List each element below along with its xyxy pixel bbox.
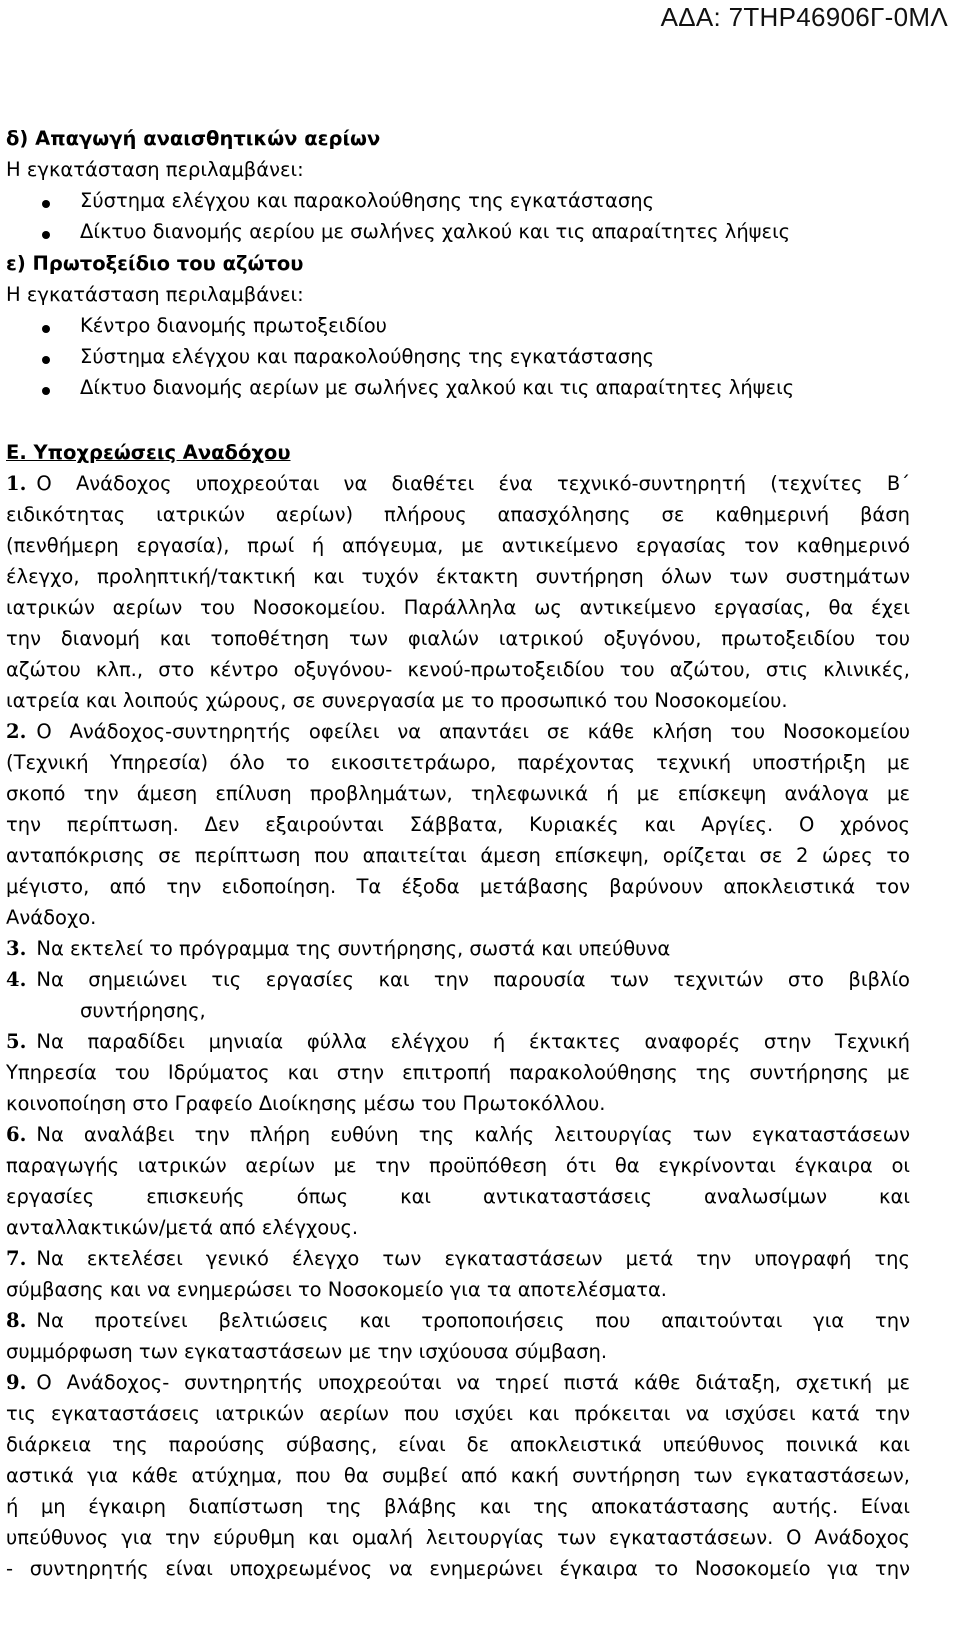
- section-e-title: ε) Πρωτοξείδιο του αζώτου: [6, 252, 304, 275]
- line-text: αστικά για κάθε ατύχημα, που θα συμβεί από κακή συντήρηση των εγκαταστάσεων,: [6, 1464, 910, 1487]
- section-d-intro: Η εγκατάσταση περιλαμβάνει:: [6, 158, 304, 181]
- numbered-paragraph-line: [6, 717, 910, 747]
- line-text: (πενθήμερη εργασία), πρωί ή απόγευμα, με αντικείμενο εργασίας τον καθημερινό: [6, 534, 910, 557]
- line-text: μέγιστο, από την ειδοποίηση. Τα έξοδα μετάβασης βαρύνουν αποκλειστικά τον: [6, 875, 910, 898]
- line-text: ιατρεία και λοιπούς χώρους, σε συνεργασία με το προσωπικό του Νοσοκομείου.: [6, 689, 788, 712]
- paragraph-line: [6, 500, 910, 530]
- obligations-title: Ε. Υποχρεώσεις Αναδόχου: [6, 441, 291, 464]
- line-text: σκοπό την άμεση επίλυση προβλημάτων, τηλεφωνικά ή με επίσκεψη ανάλογα με: [6, 782, 910, 805]
- section-d-item: Σύστημα ελέγχου και παρακολούθησης της εγκατάστασης: [80, 189, 655, 212]
- numbered-paragraph-line: [6, 469, 910, 499]
- paragraph-line: [6, 1058, 910, 1088]
- line-text: Υπηρεσία του Ιδρύματος και στην επιτροπή παρακολούθησης της συντήρησης με: [6, 1061, 910, 1084]
- paragraph-line: [6, 1430, 910, 1460]
- line-text: την περίπτωση. Δεν εξαιρούνται Σάββατα, Κυριακές και Αργίες. Ο χρόνος: [6, 813, 910, 836]
- item-number: 9.: [6, 1371, 27, 1394]
- bullet-icon: [42, 231, 50, 239]
- numbered-paragraph-line: [6, 1027, 910, 1057]
- paragraph-line: [6, 748, 910, 778]
- paragraph-line: [6, 1151, 910, 1181]
- item-number: 1.: [6, 472, 27, 495]
- section-e-intro: Η εγκατάσταση περιλαμβάνει:: [6, 283, 304, 306]
- line-text: Να αναλάβει την πλήρη ευθύνη της καλής λειτουργίας των εγκαταστάσεων: [36, 1123, 910, 1146]
- paragraph-line: [6, 1089, 605, 1119]
- line-text: κοινοποίηση στο Γραφείο Διοίκησης μέσω του Πρωτοκόλλου.: [6, 1092, 606, 1115]
- paragraph-line: [6, 872, 910, 902]
- numbered-paragraph-line: [6, 965, 910, 995]
- line-text: ιατρικών αερίων του Νοσοκομείου. Παράλληλα ως αντικείμενο εργασίας, θα έχει: [6, 596, 910, 619]
- bullet-icon: [42, 325, 50, 333]
- section-d-item: Δίκτυο διανομής αερίου με σωλήνες χαλκού και τις απαραίτητες λήψεις: [80, 220, 791, 243]
- line-text: αζώτου κλπ., στο κέντρο οξυγόνου- κενού-πρωτοξειδίου του αζώτου, στις κλινικές,: [6, 658, 910, 681]
- paragraph-line: [6, 1213, 358, 1243]
- item-number: 6.: [6, 1123, 27, 1146]
- paragraph-line: [6, 779, 910, 809]
- item-number: 7.: [6, 1247, 27, 1270]
- section-d-title: δ) Απαγωγή αναισθητικών αερίων: [6, 127, 381, 150]
- paragraph-line: [6, 903, 96, 933]
- item-number: 4.: [6, 968, 27, 991]
- paragraph-line: [6, 1182, 910, 1212]
- ada-code: ΑΔΑ: 7ΤΗΡ46906Γ-0ΜΛ: [660, 2, 948, 32]
- line-text: ειδικότητας ιατρικών αερίων) πλήρους απασχόλησης σε καθημερινή βάση: [6, 503, 910, 526]
- numbered-paragraph-line: [6, 934, 670, 964]
- line-text: τις εγκαταστάσεις ιατρικών αερίων που ισχύει και πρόκειται να ισχύσει κατά την: [6, 1402, 910, 1425]
- line-text: Να σημειώνει τις εργασίες και την παρουσία των τεχνιτών στο βιβλίο: [36, 968, 910, 991]
- paragraph-line: [6, 686, 788, 716]
- line-text: συμμόρφωση των εγκαταστάσεων με την ισχύουσα σύμβαση.: [6, 1340, 608, 1363]
- line-text: Να παραδίδει μηνιαία φύλλα ελέγχου ή έκτακτες αναφορές στην Τεχνική: [36, 1030, 910, 1053]
- paragraph-line: [6, 841, 910, 871]
- line-text: συντήρησης,: [80, 999, 206, 1022]
- line-text: Ο Ανάδοχος-συντηρητής οφείλει να απαντάει σε κάθε κλήση του Νοσοκομείου: [36, 720, 910, 743]
- bullet-icon: [42, 200, 50, 208]
- section-e-item: Δίκτυο διανομής αερίων με σωλήνες χαλκού και τις απαραίτητες λήψεις: [80, 376, 795, 399]
- line-text: Ο Ανάδοχος υποχρεούται να διαθέτει ένα τεχνικό-συντηρητή (τεχνίτες Β΄: [36, 472, 910, 495]
- item-number: 2.: [6, 720, 27, 743]
- paragraph-line: [80, 996, 206, 1026]
- section-e-item: Κέντρο διανομής πρωτοξειδίου: [80, 314, 387, 337]
- paragraph-line: [6, 531, 910, 561]
- paragraph-line: [6, 810, 910, 840]
- line-text: ανταλλακτικών/μετά από ελέγχους.: [6, 1216, 359, 1239]
- paragraph-line: [6, 1399, 910, 1429]
- section-e-item: Σύστημα ελέγχου και παρακολούθησης της εγκατάστασης: [80, 345, 655, 368]
- line-text: παραγωγής ιατρικών αερίων με την προϋπόθεση ότι θα εγκρίνονται έγκαιρα οι: [6, 1154, 910, 1177]
- paragraph-line: [6, 1461, 910, 1491]
- line-text: την διανομή και τοποθέτηση των φιαλών ιατρικού οξυγόνου, πρωτοξειδίου του: [6, 627, 910, 650]
- line-text: διάρκεια της παρούσης σύβασης, είναι δε αποκλειστικά υπεύθυνος ποινικά και: [6, 1433, 910, 1456]
- bullet-icon: [42, 387, 50, 395]
- line-text: (Τεχνική Υπηρεσία) όλο το εικοσιτετράωρο, παρέχοντας τεχνική υποστήριξη με: [6, 751, 910, 774]
- paragraph-line: [6, 593, 910, 623]
- item-number: 8.: [6, 1309, 27, 1332]
- numbered-paragraph-line: [6, 1244, 910, 1274]
- paragraph-line: [6, 562, 910, 592]
- line-text: έλεγχο, προληπτική/τακτική και τυχόν έκτακτη συντήρηση όλων των συστημάτων: [6, 565, 910, 588]
- line-text: Να εκτελέσει γενικό έλεγχο των εγκαταστάσεων μετά την υπογραφή της: [36, 1247, 910, 1270]
- line-text: - συντηρητής είναι υποχρεωμένος να ενημερώνει έγκαιρα το Νοσοκομείο για την: [6, 1557, 910, 1580]
- paragraph-line: [6, 655, 910, 685]
- line-text: Να εκτελεί το πρόγραμμα της συντήρησης, σωστά και υπεύθυνα: [36, 937, 671, 960]
- line-text: ή μη έγκαιρη διαπίστωση της βλάβης και της αποκατάστασης αυτής. Είναι: [6, 1495, 910, 1518]
- paragraph-line: [6, 1523, 910, 1553]
- paragraph-line: [6, 1554, 910, 1584]
- paragraph-line: [6, 1275, 667, 1305]
- item-number: 5.: [6, 1030, 27, 1053]
- line-text: σύμβασης και να ενημερώσει το Νοσοκομείο για τα αποτελέσματα.: [6, 1278, 667, 1301]
- line-text: υπεύθυνος για την εύρυθμη και ομαλή λειτουργίας των εγκαταστάσεων. Ο Ανάδοχος: [6, 1526, 910, 1549]
- line-text: ανταπόκρισης σε περίπτωση που απαιτείται άμεση επίσκεψη, ορίζεται σε 2 ώρες το: [6, 844, 910, 867]
- numbered-paragraph-line: [6, 1368, 910, 1398]
- numbered-paragraph-line: [6, 1120, 910, 1150]
- line-text: Ο Ανάδοχος- συντηρητής υποχρεούται να τηρεί πιστά κάθε διάταξη, σχετική με: [36, 1371, 910, 1394]
- line-text: Ανάδοχο.: [6, 906, 97, 929]
- paragraph-line: [6, 624, 910, 654]
- numbered-paragraph-line: [6, 1306, 910, 1336]
- line-text: εργασίες επισκευής όπως και αντικαταστάσεις αναλωσίμων και: [6, 1185, 910, 1208]
- paragraph-line: [6, 1492, 910, 1522]
- bullet-icon: [42, 356, 50, 364]
- item-number: 3.: [6, 937, 27, 960]
- paragraph-line: [6, 1337, 607, 1367]
- line-text: Να προτείνει βελτιώσεις και τροποποιήσεις που απαιτούνται για την: [36, 1309, 910, 1332]
